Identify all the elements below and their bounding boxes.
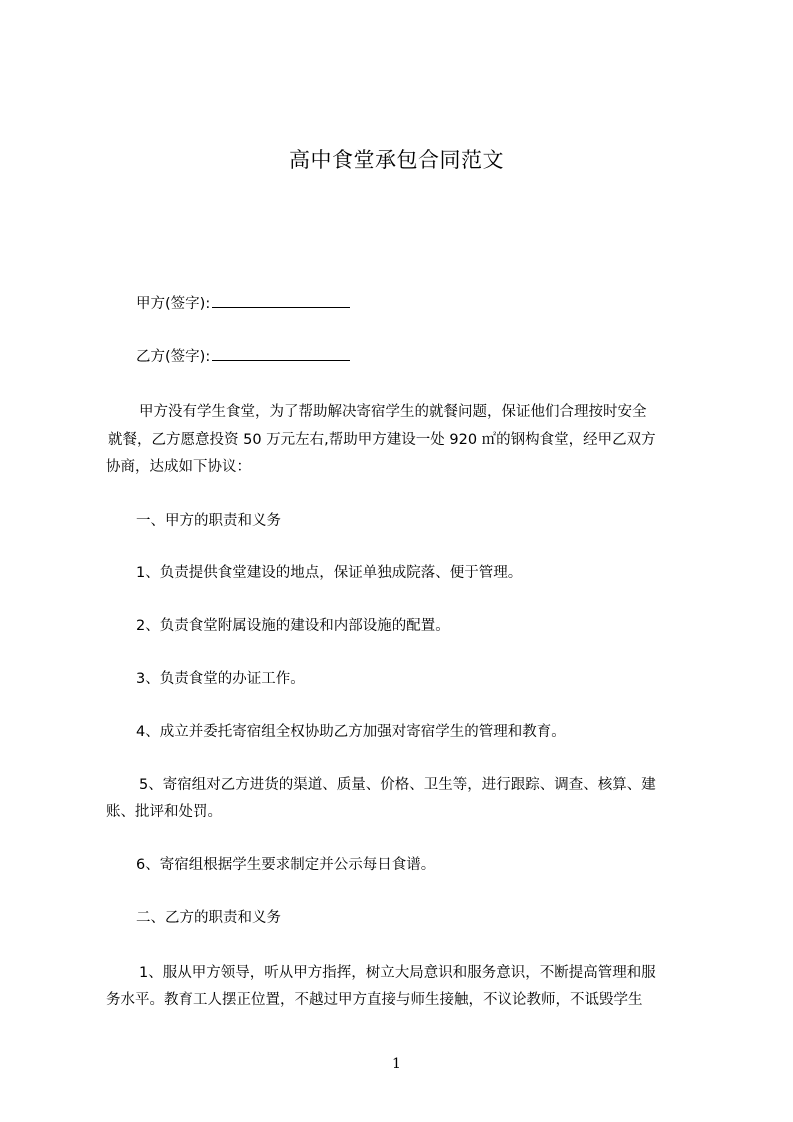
section2-item-1-line-1: 1、服从甲方领导，听从甲方指挥，树立大局意识和服务意识，不断提高管理和服 [139, 965, 656, 981]
document-title: 高中食堂承包合同范文 [289, 148, 504, 172]
section1-heading: 一、甲方的职责和义务 [136, 513, 281, 529]
intro-line-1: 甲方没有学生食堂，为了帮助解决寄宿学生的就餐问题，保证他们合理按时安全 [139, 404, 647, 420]
party-a-signature-line [136, 292, 350, 313]
intro-line-3: 协商，达成如下协议： [106, 459, 251, 475]
section1-item-4: 4、成立并委托寄宿组全权协助乙方加强对寄宿学生的管理和教育。 [136, 724, 566, 740]
section2-item-1-line-2: 务水平。教育工人摆正位置，不越过甲方直接与师生接触，不议论教师，不诋毁学生 [106, 992, 643, 1008]
section1-item-1: 1、负责提供食堂建设的地点，保证单独成院落、便于管理。 [136, 565, 523, 581]
party-a-sign-label: 甲方(签字): [136, 296, 211, 312]
section2-heading: 二、乙方的职责和义务 [136, 910, 281, 926]
section1-item-5-line-1: 5、寄宿组对乙方进货的渠道、质量、价格、卫生等，进行跟踪、调查、核算、建 [139, 777, 656, 793]
section1-item-2: 2、负责食堂附属设施的建设和内部设施的配置。 [136, 618, 450, 634]
section1-item-3: 3、负责食堂的办证工作。 [136, 671, 305, 687]
intro-line-2: 就餐，乙方愿意投资 50 万元左右,帮助甲方建设一处 920 ㎡的钢构食堂，经甲乙双方 [108, 432, 656, 448]
party-b-signature-line [136, 345, 350, 366]
party-b-signature-blank [212, 347, 350, 361]
section1-item-6: 6、寄宿组根据学生要求制定并公示每日食谱。 [136, 857, 436, 873]
party-b-sign-label: 乙方(签字): [136, 349, 211, 365]
section1-item-5-line-2: 账、批评和处罚。 [106, 804, 222, 820]
party-a-signature-blank [212, 294, 350, 308]
page-number: 1 [392, 1056, 401, 1072]
